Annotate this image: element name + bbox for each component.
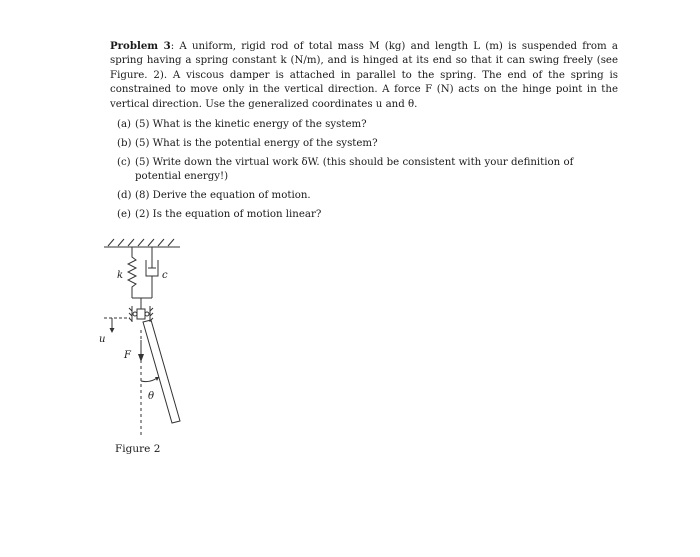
figure-caption: Figure 2 <box>115 443 161 455</box>
ceiling-hatching <box>108 239 174 246</box>
question-item <box>117 208 619 222</box>
angle-label: θ <box>148 391 155 402</box>
spring-constant-label: k <box>117 270 124 281</box>
question-label: (e) <box>117 209 131 221</box>
spring <box>128 247 136 298</box>
roller <box>145 312 149 316</box>
question-text: (2) Is the equation of motion linear? <box>135 209 322 221</box>
problem-text: : A uniform, rigid rod of total mass M (kg) and length L (m) is suspended from a spring having a spring constant k (N/m), and is hinged at its end so that it can swing freely (see Figure. 2). A viscous damper is attached in parallel to the spring. The end of the spring is constrained to move only in the vertical direction. A force F (N) acts on the hinge point in the vertical direction. Use the generalized coordinates u and θ. <box>110 41 619 110</box>
theta-arc <box>141 378 157 382</box>
displacement-label: u <box>99 334 106 345</box>
question-item <box>117 189 619 203</box>
roller <box>133 312 137 316</box>
question-item <box>117 118 619 132</box>
problem-statement <box>110 39 618 112</box>
damping-label: c <box>162 270 168 281</box>
question-text: (8) Derive the equation of motion. <box>135 190 311 202</box>
question-text: (5) What is the potential energy of the system? <box>135 137 378 149</box>
question-label: (a) <box>117 119 132 130</box>
rod <box>143 320 180 423</box>
hinge-block <box>137 309 145 319</box>
question-item <box>117 156 619 185</box>
question-list <box>117 118 619 227</box>
force-label: F <box>124 350 131 361</box>
question-label: (b) <box>117 137 132 149</box>
figure-2-diagram <box>95 232 205 437</box>
question-item <box>117 137 619 151</box>
question-text: (5) Write down the virtual work δW. (this should be consistent with your definition of potential energy!) <box>135 156 574 183</box>
problem-heading: Problem 3 <box>110 40 171 52</box>
question-text: (5) What is the kinetic energy of the system? <box>135 119 367 130</box>
question-label: (d) <box>117 190 132 202</box>
question-label: (c) <box>117 156 131 168</box>
